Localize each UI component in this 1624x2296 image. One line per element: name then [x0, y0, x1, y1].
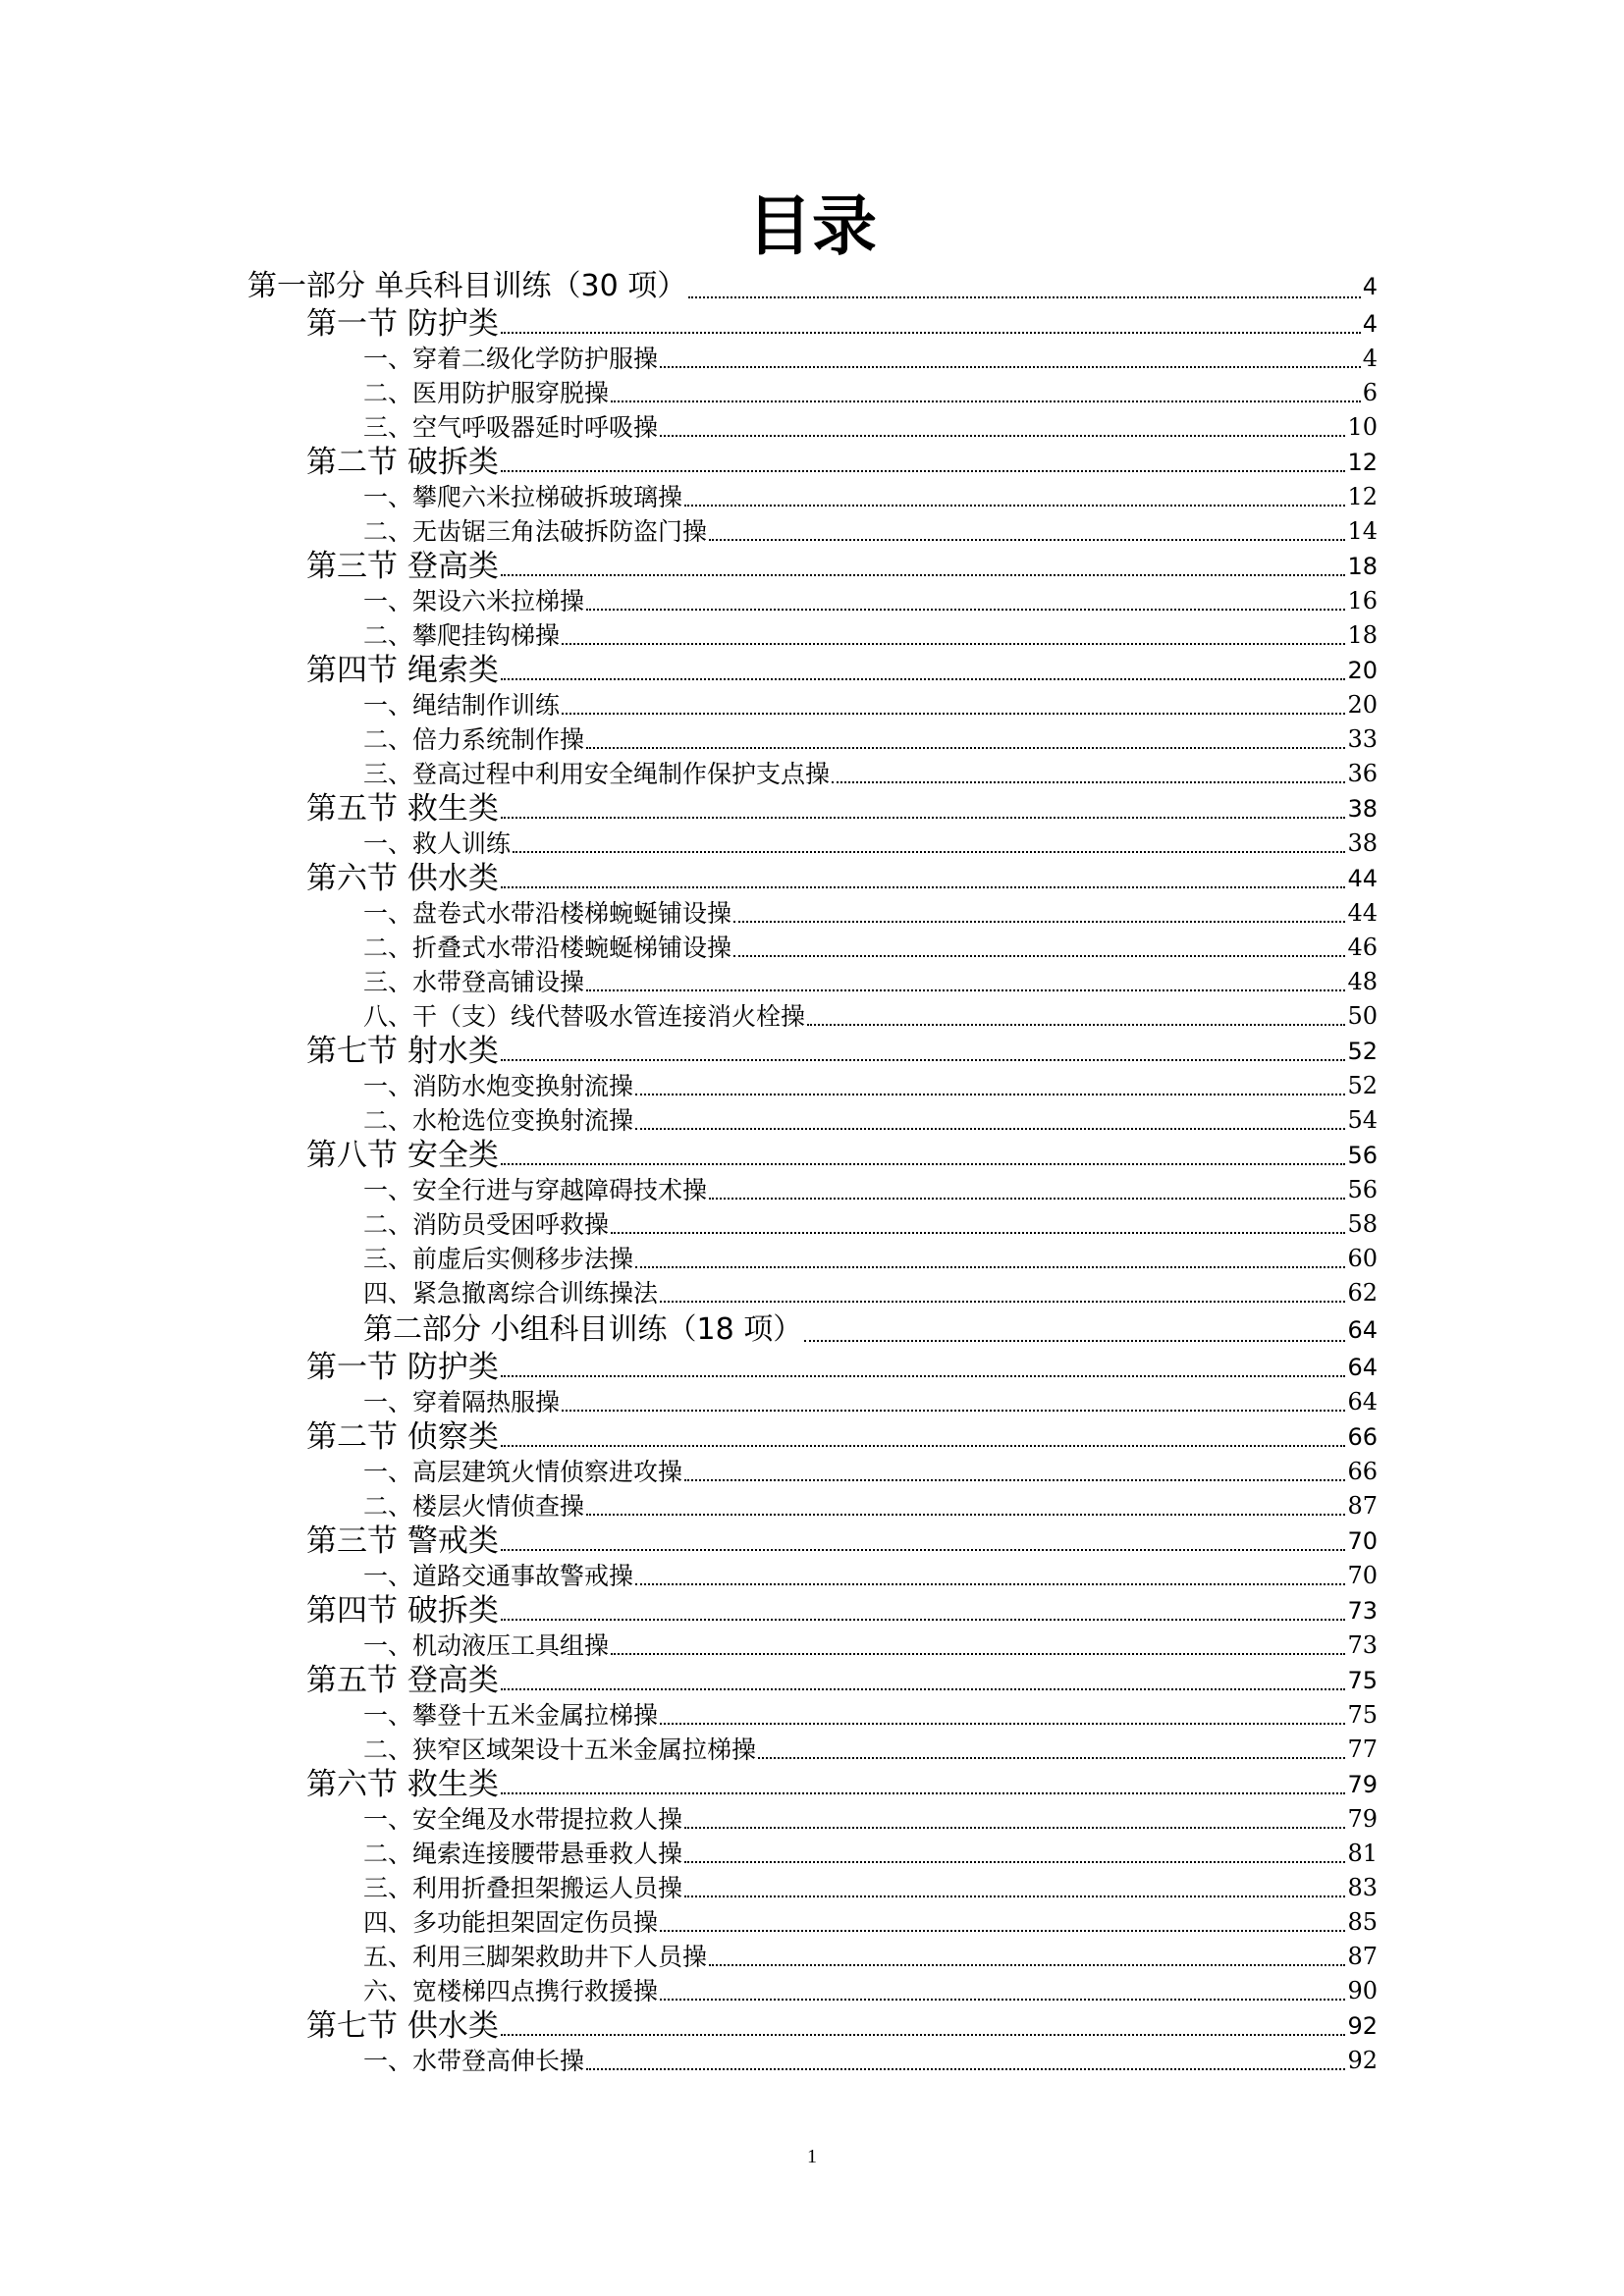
toc-item[interactable] — [0, 1802, 1378, 1837]
toc-entry-page: 79 — [1347, 1805, 1378, 1833]
toc-entry-page: 52 — [1347, 1072, 1378, 1099]
toc-entry-page: 87 — [1347, 1943, 1378, 1970]
toc-entry-label: 二、折叠式水带沿楼蜿蜒梯铺设操 — [363, 934, 732, 962]
dot-leader — [501, 332, 1361, 334]
toc-entry-label: 四、紧急撤离综合训练操法 — [363, 1279, 659, 1308]
toc-entry-label: 二、绳索连接腰带悬垂救人操 — [363, 1840, 683, 1868]
toc-entry-page: 4 — [1362, 273, 1378, 300]
dot-leader — [635, 1094, 1345, 1095]
toc-entry-page: 73 — [1347, 1631, 1378, 1659]
dot-leader — [611, 1653, 1345, 1655]
toc-entry-page: 66 — [1347, 1458, 1378, 1485]
toc-entry-page: 46 — [1347, 934, 1378, 961]
toc-item[interactable] — [0, 1871, 1378, 1905]
toc-entry-page: 62 — [1347, 1279, 1378, 1307]
toc-section[interactable] — [0, 306, 1378, 342]
toc-entry-label: 一、穿着隔热服操 — [363, 1388, 561, 1416]
dot-leader — [586, 609, 1345, 611]
toc-item[interactable] — [0, 931, 1378, 965]
dot-leader — [501, 1163, 1346, 1165]
dot-leader — [758, 1757, 1345, 1759]
dot-leader — [709, 539, 1345, 541]
toc-entry-page: 60 — [1347, 1245, 1378, 1272]
dot-leader — [660, 1723, 1345, 1725]
toc-section[interactable] — [0, 1350, 1378, 1385]
dot-leader — [586, 989, 1345, 991]
toc-item[interactable] — [0, 1974, 1378, 2008]
toc-entry-page: 92 — [1347, 2012, 1378, 2040]
toc-entry-label: 一、水带登高伸长操 — [363, 2047, 585, 2075]
toc-entry-label: 一、消防水炮变换射流操 — [363, 1072, 634, 1100]
toc-item[interactable] — [0, 1837, 1378, 1871]
toc-entry-page: 48 — [1347, 968, 1378, 995]
toc-item[interactable] — [0, 1455, 1378, 1489]
toc-entry-page: 56 — [1347, 1176, 1378, 1203]
toc-item[interactable] — [0, 2044, 1378, 2078]
dot-leader — [660, 1301, 1345, 1303]
toc-entry-page: 92 — [1347, 2047, 1378, 2074]
toc-entry-label: 第三节 登高类 — [306, 549, 499, 584]
table-of-contents — [0, 267, 1624, 2078]
dot-leader — [586, 1514, 1345, 1516]
toc-entry-label: 一、救人训练 — [363, 829, 512, 858]
page-number: 1 — [807, 2146, 817, 2167]
toc-entry-page: 4 — [1362, 345, 1378, 372]
toc-entry-label: 二、水枪选位变换射流操 — [363, 1106, 634, 1135]
toc-entry-label: 一、道路交通事故警戒操 — [363, 1562, 634, 1590]
toc-entry-page: 16 — [1347, 587, 1378, 614]
dot-leader — [660, 1999, 1345, 2001]
toc-entry-page: 73 — [1347, 1597, 1378, 1625]
toc-entry-page: 10 — [1347, 413, 1378, 441]
toc-item[interactable] — [0, 480, 1378, 514]
toc-entry-label: 第五节 登高类 — [306, 1663, 499, 1698]
toc-entry-label: 二、狭窄区域架设十五米金属拉梯操 — [363, 1735, 757, 1764]
toc-entry-label: 第五节 救生类 — [306, 791, 499, 827]
toc-entry-label: 二、医用防护服穿脱操 — [363, 379, 610, 407]
toc-item[interactable] — [0, 1173, 1378, 1207]
dot-leader — [660, 435, 1345, 437]
toc-entry-page: 56 — [1347, 1142, 1378, 1169]
toc-entry-page: 85 — [1347, 1908, 1378, 1936]
dot-leader — [635, 1266, 1345, 1268]
dot-leader — [635, 1583, 1345, 1585]
toc-item[interactable] — [0, 1276, 1378, 1310]
dot-leader — [562, 1410, 1345, 1412]
toc-section[interactable] — [0, 791, 1378, 827]
dot-leader — [684, 1479, 1345, 1481]
toc-item[interactable] — [0, 1559, 1378, 1593]
toc-entry-label: 第八节 安全类 — [306, 1138, 499, 1173]
toc-item[interactable] — [0, 1103, 1378, 1138]
dot-leader — [611, 1232, 1345, 1234]
toc-entry-page: 87 — [1347, 1492, 1378, 1520]
toc-item[interactable] — [0, 965, 1378, 999]
toc-entry-label: 第一部分 单兵科目训练（30 项） — [247, 269, 687, 303]
toc-entry-page: 50 — [1347, 1002, 1378, 1030]
toc-item[interactable] — [0, 1069, 1378, 1103]
toc-entry-label: 第一节 防护类 — [306, 306, 499, 342]
toc-entry-label: 第七节 射水类 — [306, 1034, 499, 1069]
toc-entry-label: 三、前虚后实侧移步法操 — [363, 1245, 634, 1273]
toc-entry-page: 83 — [1347, 1874, 1378, 1901]
toc-entry-label: 第四节 破拆类 — [306, 1593, 499, 1629]
toc-item[interactable] — [0, 722, 1378, 757]
toc-entry-label: 四、多功能担架固定伤员操 — [363, 1908, 659, 1937]
toc-entry-label: 一、攀登十五米金属拉梯操 — [363, 1701, 659, 1730]
toc-entry-page: 20 — [1347, 691, 1378, 719]
toc-title: 目录 — [747, 187, 877, 264]
toc-entry-page: 18 — [1347, 553, 1378, 580]
toc-entry-label: 三、利用折叠担架搬运人员操 — [363, 1874, 683, 1902]
toc-entry-page: 75 — [1347, 1701, 1378, 1729]
toc-part[interactable] — [0, 1310, 1378, 1350]
toc-entry-page: 20 — [1347, 657, 1378, 684]
dot-leader — [832, 781, 1345, 783]
toc-item[interactable] — [0, 584, 1378, 618]
toc-entry-label: 二、攀爬挂钩梯操 — [363, 621, 561, 650]
toc-item[interactable] — [0, 1385, 1378, 1419]
toc-entry-label: 一、穿着二级化学防护服操 — [363, 345, 659, 373]
toc-item[interactable] — [0, 1629, 1378, 1663]
dot-leader — [660, 1930, 1345, 1932]
toc-entry-label: 一、安全行进与穿越障碍技术操 — [363, 1176, 708, 1204]
dot-leader — [501, 574, 1346, 576]
dot-leader — [501, 2034, 1346, 2036]
toc-entry-page: 12 — [1347, 449, 1378, 476]
toc-entry-page: 70 — [1347, 1527, 1378, 1555]
dot-leader — [684, 505, 1345, 507]
toc-entry-label: 一、安全绳及水带提拉救人操 — [363, 1805, 683, 1834]
toc-entry-page: 38 — [1347, 795, 1378, 823]
toc-section[interactable] — [0, 1138, 1378, 1173]
toc-item[interactable] — [0, 688, 1378, 722]
toc-item[interactable] — [0, 1733, 1378, 1767]
toc-section[interactable] — [0, 1523, 1378, 1559]
toc-section[interactable] — [0, 653, 1378, 688]
toc-entry-page: 14 — [1347, 517, 1378, 545]
toc-entry-label: 一、架设六米拉梯操 — [363, 587, 585, 615]
dot-leader — [501, 1688, 1346, 1690]
toc-entry-page: 64 — [1347, 1388, 1378, 1415]
toc-item[interactable] — [0, 1242, 1378, 1276]
toc-entry-label: 一、绳结制作训练 — [363, 691, 561, 720]
dot-leader — [501, 1059, 1346, 1061]
dot-leader — [635, 1128, 1345, 1130]
dot-leader — [684, 1827, 1345, 1829]
toc-item[interactable] — [0, 1489, 1378, 1523]
toc-section[interactable] — [0, 2008, 1378, 2044]
dot-leader — [684, 1896, 1345, 1897]
toc-entry-label: 第六节 供水类 — [306, 861, 499, 896]
toc-entry-page: 36 — [1347, 760, 1378, 787]
toc-entry-page: 44 — [1347, 899, 1378, 927]
dot-leader — [562, 713, 1345, 715]
toc-item[interactable] — [0, 1207, 1378, 1242]
toc-entry-page: 18 — [1347, 621, 1378, 649]
toc-section[interactable] — [0, 1663, 1378, 1698]
toc-section[interactable] — [0, 1593, 1378, 1629]
dot-leader — [611, 400, 1361, 402]
toc-entry-label: 第七节 供水类 — [306, 2008, 499, 2044]
toc-entry-label: 第四节 绳索类 — [306, 653, 499, 688]
toc-item[interactable] — [0, 757, 1378, 791]
toc-item[interactable] — [0, 514, 1378, 549]
toc-item[interactable] — [0, 376, 1378, 410]
toc-entry-page: 54 — [1347, 1106, 1378, 1134]
toc-entry-label: 六、宽楼梯四点携行救援操 — [363, 1977, 659, 2005]
toc-item[interactable] — [0, 896, 1378, 931]
toc-entry-page: 6 — [1362, 379, 1378, 406]
toc-section[interactable] — [0, 1034, 1378, 1069]
toc-entry-page: 12 — [1347, 483, 1378, 510]
toc-entry-page: 66 — [1347, 1423, 1378, 1451]
toc-entry-label: 一、攀爬六米拉梯破拆玻璃操 — [363, 483, 683, 511]
toc-entry-label: 第二部分 小组科目训练（18 项） — [363, 1312, 803, 1347]
toc-entry-label: 第三节 警戒类 — [306, 1523, 499, 1559]
toc-entry-page: 81 — [1347, 1840, 1378, 1867]
toc-entry-page: 58 — [1347, 1210, 1378, 1238]
toc-entry-label: 三、登高过程中利用安全绳制作保护支点操 — [363, 760, 831, 788]
dot-leader — [501, 1619, 1346, 1621]
dot-leader — [804, 1340, 1345, 1342]
toc-entry-page: 64 — [1347, 1354, 1378, 1381]
toc-section[interactable] — [0, 1419, 1378, 1455]
dot-leader — [501, 470, 1346, 472]
toc-entry-label: 三、空气呼吸器延时呼吸操 — [363, 413, 659, 442]
toc-entry-label: 二、无齿锯三角法破拆防盗门操 — [363, 517, 708, 546]
dot-leader — [807, 1024, 1345, 1026]
toc-entry-label: 一、机动液压工具组操 — [363, 1631, 610, 1660]
dot-leader — [513, 851, 1345, 853]
toc-entry-page: 33 — [1347, 725, 1378, 753]
toc-entry-label: 第二节 破拆类 — [306, 445, 499, 480]
toc-entry-page: 64 — [1347, 1316, 1378, 1344]
toc-item[interactable] — [0, 827, 1378, 861]
dot-leader — [733, 955, 1345, 957]
toc-entry-label: 一、高层建筑火情侦察进攻操 — [363, 1458, 683, 1486]
toc-entry-label: 二、倍力系统制作操 — [363, 725, 585, 754]
toc-item[interactable] — [0, 1698, 1378, 1733]
dot-leader — [501, 1549, 1346, 1551]
toc-entry-label: 二、楼层火情侦查操 — [363, 1492, 585, 1521]
toc-item[interactable] — [0, 1940, 1378, 1974]
toc-item[interactable] — [0, 1905, 1378, 1940]
dot-leader — [688, 296, 1360, 298]
toc-entry-page: 4 — [1362, 310, 1378, 338]
toc-section[interactable] — [0, 445, 1378, 480]
toc-entry-page: 44 — [1347, 865, 1378, 892]
dot-leader — [709, 1964, 1345, 1966]
toc-part[interactable] — [0, 267, 1378, 306]
dot-leader — [709, 1198, 1345, 1200]
toc-entry-page: 38 — [1347, 829, 1378, 857]
toc-entry-page: 52 — [1347, 1038, 1378, 1065]
dot-leader — [684, 1861, 1345, 1863]
toc-section[interactable] — [0, 861, 1378, 896]
dot-leader — [501, 678, 1346, 680]
toc-item[interactable] — [0, 618, 1378, 653]
dot-leader — [501, 1792, 1346, 1794]
toc-entry-page: 70 — [1347, 1562, 1378, 1589]
toc-entry-label: 三、水带登高铺设操 — [363, 968, 585, 996]
toc-item[interactable] — [0, 342, 1378, 376]
toc-section[interactable] — [0, 549, 1378, 584]
toc-item[interactable] — [0, 410, 1378, 445]
dot-leader — [501, 1445, 1346, 1447]
dot-leader — [562, 643, 1345, 645]
toc-entry-label: 二、消防员受困呼救操 — [363, 1210, 610, 1239]
toc-entry-page: 79 — [1347, 1771, 1378, 1798]
dot-leader — [501, 817, 1346, 819]
toc-entry-page: 75 — [1347, 1667, 1378, 1694]
dot-leader — [586, 747, 1345, 749]
dot-leader — [501, 1375, 1346, 1377]
toc-entry-page: 77 — [1347, 1735, 1378, 1763]
dot-leader — [501, 886, 1346, 888]
toc-entry-label: 一、盘卷式水带沿楼梯蜿蜒铺设操 — [363, 899, 732, 928]
toc-entry-label: 第二节 侦察类 — [306, 1419, 499, 1455]
toc-entry-label: 五、利用三脚架救助井下人员操 — [363, 1943, 708, 1971]
toc-section[interactable] — [0, 1767, 1378, 1802]
dot-leader — [733, 921, 1345, 923]
toc-item[interactable] — [0, 999, 1378, 1034]
toc-entry-label: 八、干（支）线代替吸水管连接消火栓操 — [363, 1002, 806, 1031]
dot-leader — [660, 366, 1361, 368]
toc-entry-page: 90 — [1347, 1977, 1378, 2004]
toc-entry-label: 第六节 救生类 — [306, 1767, 499, 1802]
toc-entry-label: 第一节 防护类 — [306, 1350, 499, 1385]
dot-leader — [586, 2068, 1345, 2070]
